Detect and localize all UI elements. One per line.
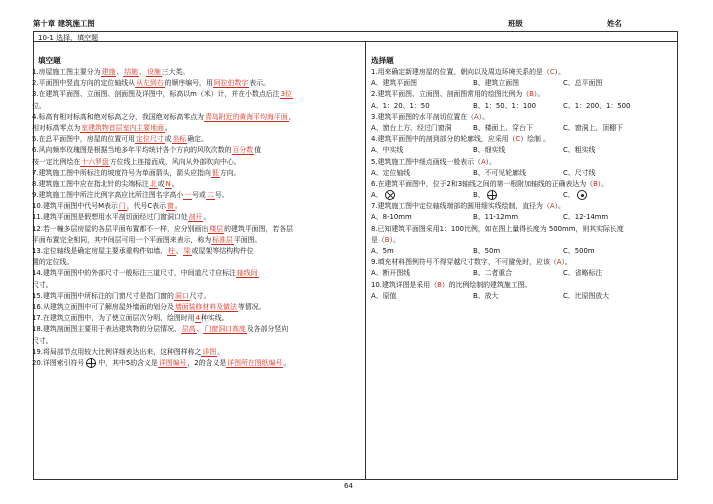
- answer-blank: 百分数: [232, 146, 254, 155]
- option-b: B、50m: [473, 247, 501, 255]
- answer-letter: A: [480, 157, 486, 166]
- fill-q1: 1.房屋施工图主要分为建施、结施、设施三大类。: [32, 68, 190, 76]
- fill-q16: 16.从建筑立面图中可了解房屋外墙面的划分及墙面装修材料及做法等情况。: [32, 302, 266, 311]
- circle-dot-axis-symbol-icon: [577, 190, 587, 200]
- answer-blank: 一: [184, 191, 192, 200]
- answer-blank: 楼层: [209, 224, 224, 233]
- answer-blank: 从左到右: [136, 79, 164, 88]
- answer-blank: 低: [211, 168, 219, 177]
- fill-q6: 6.风向频率玫瑰图是根据当地多年平均统计各个方向的风吹次数的百分数值: [32, 146, 262, 155]
- answer-blank: 窗: [166, 202, 174, 211]
- choice-q8-options: [371, 246, 673, 257]
- option-c: C、粗实线: [563, 146, 596, 155]
- fill-in-title: 填空题: [38, 56, 61, 65]
- option-b: B、细实线: [473, 146, 506, 155]
- answer-letter: A: [556, 258, 562, 267]
- choice-q6: 6.在建筑平面图中，位于2和3轴线之间的第一根附加轴线的正确表达为（B）。: [371, 179, 609, 188]
- answer-blank: 墙面装修材料及做法: [174, 302, 237, 311]
- answer-blank: 定位尺寸: [136, 135, 164, 144]
- fill-q18-cont: 尺寸。: [32, 336, 53, 345]
- answer-blank: 门: [118, 202, 126, 211]
- option-c: C、500m: [563, 247, 595, 255]
- fill-q5: 5.在总平面图中，房屋的位置可用定位尺寸或坐标确定。: [32, 135, 208, 144]
- option-b: B、楼面上、穿台下: [473, 123, 533, 132]
- answer-blank: 4: [195, 314, 200, 323]
- answer-blank: 洞口: [174, 291, 189, 300]
- option-b: B、: [473, 190, 563, 201]
- answer-letter: A: [549, 202, 555, 211]
- top-rule: [34, 41, 677, 42]
- fill-in-questions: [32, 67, 357, 369]
- option-a: A、定位轴线: [371, 168, 411, 177]
- option-c: C、: [563, 190, 589, 201]
- fill-q4-cont: 相对标高零点为室建筑物首层室内主要地面。: [32, 123, 172, 132]
- option-a: A、原值: [371, 291, 397, 300]
- page-number: 64: [344, 482, 353, 490]
- fill-q14: 14.建筑平面图中的外部尺寸一般标注三道尺寸，中间道尺寸应标注轴线间: [32, 269, 258, 278]
- fill-q2: 2.平面图中竖直方向的定位轴线从从左到右的顺序编号，用阿拉伯数字表示。: [32, 79, 270, 88]
- option-b: B、11-12mm: [473, 213, 519, 222]
- choice-q2-options: [371, 101, 673, 112]
- answer-blank: 详图所在图纸编号: [227, 358, 283, 367]
- answer-letter: B: [384, 235, 390, 244]
- answer-blank: 标准层: [212, 235, 233, 244]
- detail-index-symbol-icon: [86, 358, 96, 368]
- choice-q10-options: [371, 291, 673, 302]
- choice-q4: 4.建筑平面图中的剖到部分的轮廓线，应采用（C）绘制 。: [371, 135, 550, 144]
- choice-title: 选择题: [371, 56, 394, 65]
- fill-q6-cont: 按一定比例绘在十六罗盘方位线上连接而成，风向从外部吹向中心。: [32, 157, 241, 166]
- fill-q3: 3.在建筑平面图、立面图、剖面图及详图中，标高以m（米）计，并在小数点后注3位: [32, 90, 292, 99]
- choice-q2: 2.建筑平面图、立面图、剖面图常用的绘图比例为（B）。: [371, 90, 545, 99]
- circle-x-axis-symbol-icon: [385, 190, 395, 200]
- answer-blank: 设施: [146, 68, 161, 76]
- option-b: B、1：50、1：100: [473, 101, 536, 110]
- option-a: A、1：20、1：50: [371, 101, 430, 110]
- option-c: C、12-14mm: [563, 213, 609, 222]
- choice-q9-options: [371, 268, 673, 279]
- choice-questions: [371, 67, 673, 302]
- answer-blank: 建施: [101, 68, 116, 76]
- answer-blank: 门窗洞口高度: [204, 325, 246, 334]
- option-b: B、建筑立面图: [473, 79, 520, 88]
- choice-q8: 8.已知建筑平面图采用1：100比例，如在图上量得长度为 500mm，则其实际长度: [371, 224, 624, 233]
- choice-q4-options: [371, 145, 673, 156]
- answer-blank: 二: [206, 191, 214, 200]
- choice-q3: 3.建筑平面图的水平剖切位置在（A）。: [371, 112, 490, 121]
- answer-blank: 室建筑物首层室内主要地面: [81, 123, 164, 132]
- fill-q10: 10.建筑平面图中代号M表示门，代号C表示窗。: [32, 202, 182, 211]
- choice-q3-options: [371, 123, 673, 134]
- answer-blank: 北: [149, 179, 157, 188]
- answer-blank: 十六罗盘: [81, 157, 109, 166]
- option-a: A、: [371, 190, 473, 201]
- choice-q6-options: [371, 190, 673, 201]
- option-a: A、5m: [371, 247, 394, 255]
- choice-q5: 5.建筑施工图中细点画线一般表示（A）。: [371, 157, 496, 166]
- answer-blank: 层高: [181, 325, 196, 334]
- answer-blank: 阿拉伯数字: [213, 79, 249, 88]
- answer-blank: 轴线间: [236, 269, 258, 278]
- answer-blank: 详图编号: [158, 358, 187, 367]
- fill-q9: 9.建筑施工图中所注比例字高应比所注图名字高小一号或二号。: [32, 191, 229, 200]
- fill-q15: 15.建筑平面图中所标注的门窗尺寸是指门窗的洞口尺寸。: [32, 291, 211, 300]
- choice-q8-cont: 是（B）。: [371, 235, 400, 244]
- option-a: A、窗台上方、经过门窗洞: [371, 123, 452, 132]
- fill-q18: 18.建筑剖面图主要用于表达建筑物的分层情况、层高、门窗洞口高度及各部分竖向: [32, 325, 289, 334]
- choice-q7-options: [371, 212, 673, 223]
- option-a: A、断开图线: [371, 269, 411, 278]
- class-label: 班级: [508, 19, 523, 28]
- choice-q1: 1.用来确定新建房屋的位置、朝向以及周边环境关系的是（C）。: [371, 68, 565, 76]
- answer-blank: 梁: [183, 247, 191, 255]
- column-divider: [365, 41, 366, 480]
- option-b: B、不可见轮廓线: [473, 168, 526, 177]
- fill-q8: 8.建筑施工图中应在指北针的尖端标注北或N。: [32, 179, 179, 188]
- choice-q1-options: [371, 78, 673, 89]
- option-b: B、二者重合: [473, 269, 513, 278]
- fill-q12-cont: 平面布置完全相同，其中间层可用一个平面图来表示，称为标准层平面图。: [32, 235, 262, 244]
- option-c: C、比原图放大: [563, 291, 610, 300]
- answer-blank: 剖开: [188, 213, 203, 222]
- answer-blank: N: [165, 179, 171, 188]
- fill-q4: 4.标高有相对标高和绝对标高之分，我国绝对标高零点为青岛附近的黄海平均海平面，: [32, 112, 296, 121]
- answer-letter: C: [549, 68, 555, 76]
- name-label: 姓名: [607, 19, 622, 28]
- option-c: C、省略标注: [563, 269, 603, 278]
- option-b: B、放大: [473, 291, 499, 300]
- answer-blank: 坐标: [172, 135, 187, 144]
- answer-letter: C: [515, 135, 521, 144]
- circle-plus-axis-symbol-icon: [487, 190, 497, 200]
- answer-blank: 结施: [124, 68, 139, 76]
- choice-q5-options: [371, 168, 673, 179]
- section-subtitle: 10-1 选择、填空题: [38, 34, 99, 42]
- fill-q12: 12.若一幢多层房屋的各层平面布置都不一样，应分别画出楼层的建筑平面图，若各层: [32, 224, 294, 233]
- answer-letter: B: [529, 90, 534, 99]
- option-a: A、中实线: [371, 146, 404, 155]
- option-c: C、尺寸线: [563, 168, 596, 177]
- answer-blank: 详图: [202, 347, 217, 356]
- fill-q11: 11.建筑平面图是假想用水平剖切面经过门窗洞口处剖开。: [32, 213, 211, 222]
- option-c: C、窗洞上、顶棚下: [563, 123, 623, 132]
- option-c: C、1：200、1：500: [563, 101, 631, 110]
- choice-q9: 9.填充材料图例符号不得穿越尺寸数字，不可避免时，应该（A）。: [371, 258, 572, 267]
- answer-blank: 青岛附近的黄海平均海平面: [204, 112, 288, 121]
- answer-blank: 3位: [280, 90, 292, 99]
- fill-q13: 13.定位轴线是确定房屋主要承重构件如墙、柱、梁或屋架等结构构件位: [32, 247, 254, 255]
- fill-q17: 17.在建筑立面图中，为了使立面层次分明，绘图时用4种实线。: [32, 314, 229, 323]
- fill-q13-cont: 置的定位线。: [32, 258, 74, 267]
- answer-letter: A: [474, 112, 479, 121]
- choice-q10: 10.建筑详图是采用（B）的比例绘制的建筑施工图。: [371, 280, 532, 289]
- fill-q20: 20.详图索引符号 中，其中5的含义是详图编号，2的含义是详图所在图纸编号。: [32, 358, 291, 367]
- answer-letter: B: [437, 280, 442, 289]
- fill-q19: 19.将局部节点用较大比例详细表达出来，这种图样称之详图。: [32, 347, 225, 356]
- answer-blank: 柱: [168, 247, 175, 255]
- fill-q3-cont: 位。: [32, 101, 46, 110]
- fill-q14-cont: 尺寸。: [32, 280, 53, 289]
- option-a: A、8-10mm: [371, 213, 412, 222]
- option-a: A、建筑平面图: [371, 79, 418, 88]
- answer-letter: B: [593, 179, 598, 188]
- choice-q7: 7.建筑施工图中定位轴线端部的圆用细实线绘制，直径为（A）。: [371, 202, 565, 211]
- fill-q7: 7.建筑施工图中所标注的坡度符号为单面箭头，箭头应指向低方向。: [32, 168, 241, 177]
- chapter-header: 第十章 建筑施工图: [33, 19, 95, 28]
- option-c: C、总平面图: [563, 79, 603, 88]
